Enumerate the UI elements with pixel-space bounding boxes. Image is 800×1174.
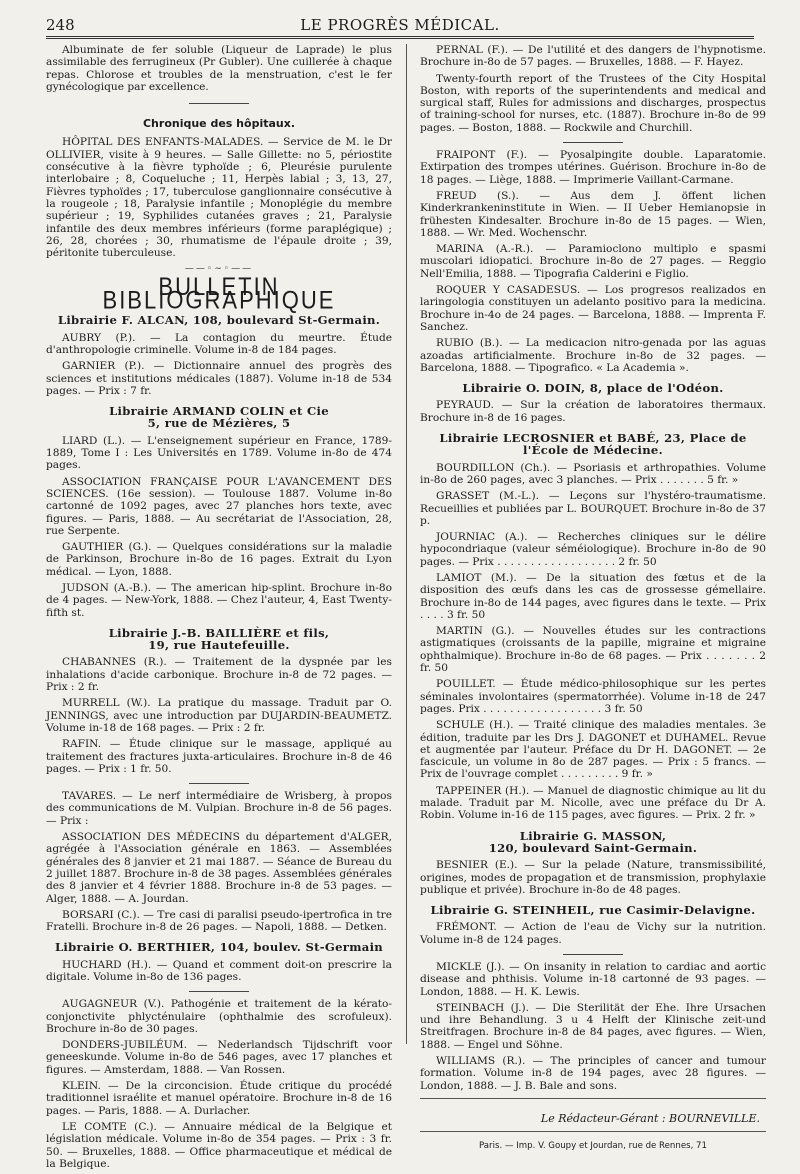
bibliography-entry: MURRELL (W.). La pratique du massage. Traduit par O. JENNINGS, avec une introduction par DUJARDIN-BEAUMETZ. Volume in-18 de 168 pages. — Prix : 2 fr.: [46, 697, 392, 734]
publisher-heading-masson: [420, 830, 766, 855]
bibliography-entry: FRÉMONT. — Action de l'eau de Vichy sur la nutrition. Volume in-8 de 124 pages.: [420, 921, 766, 946]
publisher-heading-lecrosnier: [420, 432, 766, 457]
bibliography-entry: BESNIER (E.). — Sur la pelade (Nature, transmissibilité, origines, modes de propagation et de transmission, prophylaxie publique et privée). Brochure in-8o de 48 pages.: [420, 859, 766, 896]
bibliography-entry: HUCHARD (H.). — Quand et comment doit-on prescrire la digitale. Volume in-8o de 136 pages.: [46, 958, 392, 983]
column-divider: [406, 44, 407, 1044]
entries-right-end: [420, 961, 766, 1092]
publisher-name-bailliere: Librairie J.-B. BAILLIÈRE et fils,: [108, 625, 330, 640]
intro-paragraph: Albuminate de fer soluble (Liqueur de Laprade) le plus assimilable des ferrugineux (Pr Gubler). Une cuillerée à chaque repas. Chlorose et troubles de la menstruation, c'est le fer gynécologique par excellence.: [46, 44, 392, 93]
publisher-address-colin: 5, rue de Mézières, 5: [147, 416, 291, 431]
bibliography-entry: FREUD (S.). — Aus dem J. öffent lichen Kinderkrankeninstitute in Wien. — II Ueber Hemianopsie in frühesten Kindesalter. Brochure in-8o de 15 pages. — Wien, 1888. — Wr. Med. Wochenschr.: [420, 189, 766, 239]
entries-after-berthier: [46, 998, 392, 1170]
header-rule: [46, 36, 754, 39]
bibliography-entry: CHABANNES (R.). — Traitement de la dyspnée par les inhalations d'acide carbonique. Brochure in-8 de 72 pages. — Prix : 2 fr.: [46, 656, 392, 694]
entries-doin: [420, 399, 766, 424]
publisher-name-lecrosnier: Librairie LECROSNIER et BABÉ, 23, Place de: [439, 431, 747, 446]
bibliography-entry: GARNIER (P.). — Dictionnaire annuel des progrès des sciences et institutions médicales (1887). Volume in-18 de 534 pages. — Prix : 7 fr.: [46, 360, 392, 397]
publisher-name-colin: Librairie ARMAND COLIN et Cie: [109, 404, 329, 419]
publisher-heading-colin: [46, 405, 392, 430]
bibliography-entry: RUBIO (B.). — La medicacion nitro-genada por las aguas azoadas artificialmente. Brochure in-8o de 32 pages. — Barcelona, 1888. — Tipografico. « La Academia ».: [420, 337, 766, 374]
bibliography-entry: MICKLE (J.). — On insanity in relation to cardiac and aortic disease and phthisis. Volume in-18 cartonné de 93 pages. — London, 1888. — H. K. Lewis.: [420, 961, 766, 998]
bibliography-entry: AUBRY (P.). — La contagion du meurtre. Étude d'anthropologie criminelle. Volume in-8 de 184 pages.: [46, 331, 392, 356]
entries-right-mid: [420, 149, 766, 374]
page-header: [46, 14, 754, 36]
right-column: [420, 44, 766, 1153]
publisher-heading-steinheil: Librairie G. STEINHEIL, rue Casimir-Delavigne.: [430, 903, 756, 918]
publisher-heading-doin: Librairie O. DOIN, 8, place de l'Odéon.: [462, 381, 724, 396]
publisher-name-masson: Librairie G. MASSON,: [519, 828, 667, 843]
left-column: [46, 44, 392, 1174]
bibliography-entry: WILLIAMS (R.). — The principles of cancer and tumour formation. Volume in-8 de 194 pages, avec 28 figures. — London, 1888. — J. B. Bale and sons.: [420, 1055, 766, 1092]
bibliography-entry: LIARD (L.). — L'enseignement supérieur en France, 1789-1889, Tome I : Les Universités en 1789. Volume in-8o de 474 pages.: [46, 434, 392, 472]
entries-misc: [46, 790, 392, 933]
publisher-heading-berthier: Librairie O. BERTHIER, 104, boulev. St-Germain: [54, 940, 384, 955]
bibliography-entry: MARINA (A.-R.). — Paramioclono multiplo e spasmi muscolari idiopatici. Brochure in-8o de 27 pages. — Reggio Nell'Emilia, 1888. — Tipografia Calderini e Figlio.: [420, 243, 766, 280]
separator-rule: [189, 103, 249, 104]
bibliography-entry: STEINBACH (J.). — Die Sterilität der Ehe. Ihre Ursachen und ihre Behandlung. 3 u 4 Helft der Klinische zeit-und Streitfragen. Brochure in-8 de 84 pages, avec figures. — Wien, 1888. — Engel und Söhne.: [420, 1001, 766, 1051]
bibliography-entry: LAMIOT (M.). — De la situation des fœtus et de la disposition des œufs dans les cas de grossesse gémellaire. Brochure in-8o de 144 pages, avec figures dans le texte. — Prix . . . . 3 fr. 50: [420, 571, 766, 621]
chronique-heading: Chronique des hôpitaux.: [142, 117, 295, 131]
publisher-address-masson: 120, boulevard Saint-Germain.: [488, 840, 698, 855]
entries-masson: [420, 859, 766, 896]
bibliography-entry: POUILLET. — Étude médico-philosophique sur les pertes séminales involontaires (spermatorrhée). Volume in-18 de 247 pages. Prix . . . . . . . . . . . . . . . . . . 3 fr. 50: [420, 678, 766, 715]
entries-lecrosnier: [420, 462, 766, 822]
bibliography-entry: FRAIPONT (F.). — Pyosalpingite double. Laparatomie. Extirpation des trompes utérines. Guérison. Brochure in-8o de 18 pages. — Liège, 1888. — Imprimerie Vaillant-Carmane.: [420, 149, 766, 186]
bibliography-entry: JUDSON (A.-B.). — The american hip-splint. Brochure in-8o de 4 pages. — New-York, 1888. — Chez l'auteur, 4, East Twenty-fifth st.: [46, 581, 392, 619]
publisher-heading-alcan: Librairie F. ALCAN, 108, boulevard St-Germain.: [57, 313, 381, 328]
page-number: 248: [46, 16, 75, 34]
bibliography-entry: JOURNIAC (A.). — Recherches cliniques sur le délire hypocondriaque (valeur séméiologique). Brochure in-8o de 90 pages. — Prix . . . . . . . . . . . . . . . . . . 2 fr. 50: [420, 531, 766, 568]
bibliography-entry: MARTIN (G.). — Nouvelles études sur les contractions astigmatiques (croissants de la papille, migraine et migraine ophthalmique). Brochure in-8o de 68 pages. — Prix . . . . . . . 2 fr. 50: [420, 625, 766, 675]
printer-imprint: Paris. — Imp. V. Goupy et Jourdan, rue de Rennes, 71: [479, 1141, 707, 1152]
bibliography-entry: PEYRAUD. — Sur la création de laboratoires thermaux. Brochure in-8 de 16 pages.: [420, 399, 766, 424]
entries-bailliere: [46, 656, 392, 775]
bibliography-entry: DONDERS-JUBILÉUM. — Nederlandsch Tijdschrift voor geneeskunde. Volume in-8o de 546 pages, avec 17 planches et figures. — Amsterdam, 1888. — Van Rossen.: [46, 1039, 392, 1076]
bibliography-entry: TAVARES. — Le nerf intermédiaire de Wrisberg, à propos des communications de M. Vulpian. Brochure in-8 de 56 pages. — Prix :: [46, 790, 392, 827]
bibliography-entry: ASSOCIATION DES MÉDECINS du département d'ALGER, agrégée à l'Association générale en 1863. — Assemblées générales des 8 janvier et 21 mai 1887. — Séance de Bureau du 2 juillet 1887. Brochure in-8 de 38 pages. Assemblées générales des 8 janvier et 4 février 1888. Brochure in-8 de 53 pages. — Alger, 1888. — A. Jourdan.: [46, 831, 392, 905]
separator-rule: [189, 783, 249, 784]
bibliography-entry: SCHULE (H.). — Traité clinique des maladies mentales. 3e édition, traduite par les Drs J. DAGONET et DUHAMEL. Revue et augmentée par l'auteur. Préface du Dr H. DAGONET. — 2e fascicule, un volume in 8o de 287 pages. — Prix : 5 francs. — Prix de l'ouvrage complet . . . . . . . . . 9 fr. »: [420, 719, 766, 781]
bibliography-entry: TAPPEINER (H.). — Manuel de diagnostic chimique au lit du malade. Traduit par M. Nicolle, avec une préface du Dr A. Robin. Volume in-16 de 115 pages, avec figures. — Prix. 2 fr. »: [420, 784, 766, 822]
separator-rule: [189, 991, 249, 992]
bibliography-entry: BOURDILLON (Ch.). — Psoriasis et arthropathies. Volume in-8o de 260 pages, avec 3 planches. — Prix . . . . . . . 5 fr. »: [420, 461, 766, 486]
bibliography-entry: ASSOCIATION FRANÇAISE POUR L'AVANCEMENT DES SCIENCES. (16e session). — Toulouse 1887. Volume in-8o cartonné de 1092 pages, avec 27 planches hors texte, avec figures. — Paris, 1888. — Au secrétariat de l'Association, 28, rue Serpente.: [46, 475, 392, 537]
editor-signature: Le Rédacteur-Gérant : BOURNEVILLE.: [540, 1111, 760, 1125]
publisher-address-lecrosnier: l'École de Médecine.: [523, 443, 663, 458]
bibliography-entry: PERNAL (F.). — De l'utilité et des dangers de l'hypnotisme. Brochure in-8o de 57 pages. — Bruxelles, 1888. — F. Hayez.: [420, 44, 766, 69]
entries-alcan: [46, 332, 392, 397]
publisher-address-bailliere: 19, rue Hautefeuille.: [148, 638, 290, 653]
bibliography-entry: KLEIN. — De la circoncision. Étude critique du procédé traditionnel israélite et manuel opératoire. Brochure in-8 de 16 pages. — Paris, 1888. — A. Durlacher.: [46, 1080, 392, 1117]
bibliography-entry: GRASSET (M.-L.). — Leçons sur l'hystéro-traumatisme. Recueillies et publiées par L. BOURQUET. Brochure in-8o de 37 p.: [420, 490, 766, 527]
ornament-divider: ——◦∼◦——: [184, 264, 254, 275]
bulletin-heading: BULLETIN BIBLIOGRAPHIQUE: [102, 272, 336, 315]
bibliography-entry: BORSARI (C.). — Tre casi di paralisi pseudo-ipertrofica in tre Fratelli. Brochure in-8 de 26 pages. — Napoli, 1888. — Detken.: [46, 908, 392, 934]
separator-rule: [563, 954, 623, 955]
journal-title: LE PROGRÈS MÉDICAL.: [300, 16, 500, 34]
entries-berthier: [46, 959, 392, 984]
signature-rule: [420, 1098, 766, 1099]
publisher-heading-bailliere: [46, 627, 392, 652]
separator-rule: [563, 142, 623, 143]
bibliography-entry: AUGAGNEUR (V.). Pathogénie et traitement de la kérato-conjonctivite phlycténulaire (ophthalmie des scrofuleux). Brochure in-8o de 30 pages.: [46, 998, 392, 1035]
bibliography-entry: LE COMTE (C.). — Annuaire médical de la Belgique et législation médicale. Volume in-8o de 354 pages. — Prix : 3 fr. 50. — Bruxelles, 1888. — Office pharmaceutique et médical de la Belgique.: [46, 1120, 392, 1170]
entries-right-top: [420, 44, 766, 134]
chronique-paragraph: HÔPITAL DES ENFANTS-MALADES. — Service de M. le Dr OLLIVIER, visite à 9 heures. — Salle Gillette: no 5, périostite consécutive à la fièvre typhoïde ; 6, Pleurésie purulente interlobaire ; 8, Coqueluche ; 11, Herpès labial ; 3, 13, 27, Fièvres typhoïdes ; 17, tuberculose ganglionnaire consécutive à la rougeole ; 18, Paralysie infantile ; Monoplégie du membre supérieur ; 19, Syphilides cutanées graves ; 21, Paralysie infantile des deux membres inférieurs (forme paraplégique) ; 26, 28, chorées ; 30, rhumatisme de l'épaule droite ; 39, péritonite tuberculeuse.: [46, 136, 392, 260]
bibliography-entry: RAFIN. — Étude clinique sur le massage, appliqué au traitement des fractures juxta-articulaires. Brochure in-8 de 46 pages. — Prix : 1 fr. 50.: [46, 738, 392, 775]
entries-colin: [46, 435, 392, 619]
bibliography-entry: GAUTHIER (G.). — Quelques considérations sur la maladie de Parkinson, Brochure in-8o de 16 pages. Extrait du Lyon médical. — Lyon, 1888.: [46, 541, 392, 578]
bibliography-entry: Twenty-fourth report of the Trustees of the City Hospital Boston, with reports of the superintendents and medical and surgical staff, Rules for admissions and discharges, prospectus of training-school for nurses, etc. (1887). Brochure in-8o de 99 pages. — Boston, 1888. — Rockwile and Churchill.: [420, 72, 766, 134]
bibliography-entry: ROQUER Y CASADESUS. — Los progresos realizados en laringologia constituyen un adelanto positivo para la medicina. Brochure in-4o de 24 pages. — Barcelona, 1888. — Imprenta F. Sanchez.: [420, 284, 766, 333]
entries-steinheil: [420, 921, 766, 946]
